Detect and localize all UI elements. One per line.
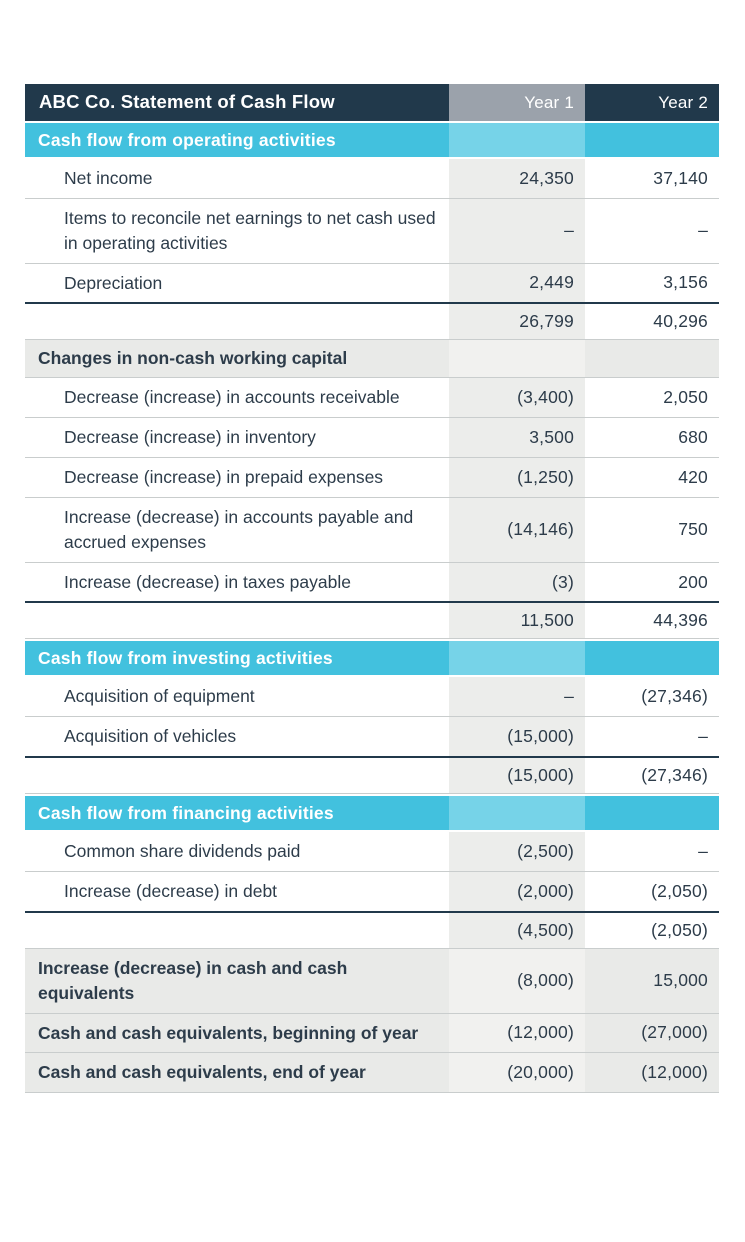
row-label [25, 304, 449, 339]
year1-value: (4,500) [449, 913, 585, 948]
year2-value: – [698, 726, 708, 747]
year2-value: (12,000) [585, 1053, 719, 1092]
row-label: Decrease (increase) in accounts receivable [64, 387, 400, 408]
summary-row [25, 1014, 719, 1054]
row-label: Common share dividends paid [64, 841, 301, 862]
year2-value: 680 [678, 427, 708, 448]
year2-value: (27,346) [641, 765, 708, 786]
year2-value: (27,000) [585, 1014, 719, 1053]
column-header-year2: Year 2 [585, 84, 719, 121]
row-label: Increase (decrease) in accounts payable and accrued expenses [64, 506, 414, 552]
section-header-row [25, 641, 719, 675]
year1-value [449, 123, 585, 157]
row-label: Depreciation [64, 272, 163, 293]
table-row [25, 458, 719, 498]
year1-value: (1,250) [449, 458, 585, 497]
year1-value: (14,146) [449, 498, 585, 562]
row-label: Cash and cash equivalents, end of year [38, 1062, 366, 1083]
year1-value: 3,500 [449, 418, 585, 457]
section-header-row [25, 123, 719, 157]
year1-value: 11,500 [449, 603, 585, 638]
table-body [25, 123, 719, 1093]
year1-value: (8,000) [449, 949, 585, 1013]
year2-value: 3,156 [663, 272, 708, 293]
year1-value: (20,000) [449, 1053, 585, 1092]
year1-value [449, 796, 585, 830]
subtotal-row [25, 756, 719, 794]
year1-value: (2,500) [449, 832, 585, 871]
row-label: Changes in non-cash working capital [38, 348, 348, 369]
year2-value: – [698, 220, 708, 241]
row-label: Increase (decrease) in debt [64, 880, 278, 901]
cash-flow-statement-table [25, 84, 719, 1093]
row-label: Increase (decrease) in taxes payable [64, 571, 351, 592]
year1-value: – [449, 199, 585, 263]
year1-value: (12,000) [449, 1014, 585, 1053]
year1-value: (3) [449, 563, 585, 602]
year2-value: 40,296 [653, 311, 708, 332]
table-row [25, 264, 719, 303]
table-row [25, 159, 719, 199]
row-label: Increase (decrease) in cash and cash equivalents [38, 957, 348, 1003]
table-row [25, 418, 719, 458]
year2-value: 2,050 [663, 387, 708, 408]
table-row [25, 832, 719, 872]
year1-value [449, 340, 585, 377]
subheader-row [25, 340, 719, 378]
year2-value: (27,346) [641, 686, 708, 707]
year1-value [449, 641, 585, 675]
table-row [25, 498, 719, 563]
year2-value: – [698, 841, 708, 862]
year1-value: (15,000) [449, 717, 585, 756]
row-label: Decrease (increase) in prepaid expenses [64, 467, 384, 488]
year2-value: 15,000 [585, 949, 719, 1013]
subtotal-row [25, 601, 719, 639]
year2-value: (2,050) [651, 880, 708, 901]
year2-value [585, 340, 719, 377]
year1-value: (15,000) [449, 758, 585, 793]
subtotal-row [25, 302, 719, 340]
row-label: Acquisition of equipment [64, 686, 255, 707]
row-label: Cash flow from financing activities [38, 802, 334, 823]
row-label: Acquisition of vehicles [64, 726, 237, 747]
row-label [25, 913, 449, 948]
row-label [25, 603, 449, 638]
summary-row [25, 949, 719, 1014]
row-label: Cash flow from investing activities [38, 648, 333, 669]
year2-value: 37,140 [653, 167, 708, 188]
table-header-row [25, 84, 719, 121]
year1-value: 24,350 [449, 159, 585, 198]
year2-value: 420 [678, 466, 708, 487]
year1-value: 26,799 [449, 304, 585, 339]
year1-value: – [449, 677, 585, 716]
row-label [25, 758, 449, 793]
row-label: Decrease (increase) in inventory [64, 427, 316, 448]
table-row [25, 677, 719, 717]
year1-value: 2,449 [449, 264, 585, 303]
row-label: Cash and cash equivalents, beginning of year [38, 1022, 419, 1043]
year2-value: (2,050) [651, 919, 708, 940]
subtotal-row [25, 911, 719, 949]
row-label: Cash flow from operating activities [38, 129, 336, 150]
table-row [25, 563, 719, 602]
year2-value [585, 123, 719, 157]
row-label: Items to reconcile net earnings to net cash used in operating activities [64, 207, 436, 253]
table-row [25, 378, 719, 418]
year2-value [585, 796, 719, 830]
year2-value [585, 641, 719, 675]
summary-row [25, 1053, 719, 1093]
year2-value: 750 [678, 519, 708, 540]
row-label: Net income [64, 168, 153, 188]
table-row [25, 717, 719, 756]
column-header-year1: Year 1 [449, 84, 585, 121]
section-header-row [25, 796, 719, 830]
year1-value: (3,400) [449, 378, 585, 417]
table-row [25, 872, 719, 911]
year2-value: 200 [678, 571, 708, 592]
year2-value: 44,396 [653, 610, 708, 631]
year1-value: (2,000) [449, 872, 585, 911]
table-row [25, 199, 719, 264]
table-title: ABC Co. Statement of Cash Flow [39, 91, 335, 113]
